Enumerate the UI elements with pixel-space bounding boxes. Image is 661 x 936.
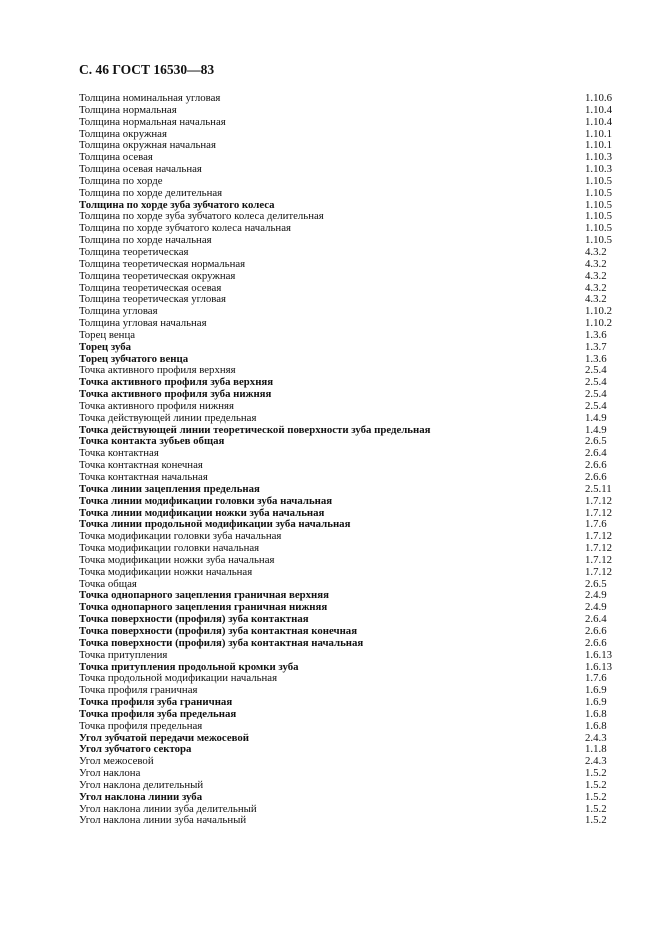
page-header: С. 46 ГОСТ 16530—83 <box>79 62 215 77</box>
entry-term: Толщина теоретическая <box>79 245 189 258</box>
entry-reference: 2.6.5 <box>585 577 607 590</box>
entry-term: Толщина номинальная угловая <box>79 92 221 104</box>
entry-reference: 1.6.13 <box>585 648 612 661</box>
entry-reference: 4.3.2 <box>585 245 607 258</box>
entry-reference: 2.6.6 <box>585 471 607 483</box>
entry-term: Точка профиля предельная <box>79 719 203 732</box>
entry-term: Точка контактная начальная <box>79 471 208 483</box>
entry-reference: 1.10.1 <box>585 127 612 140</box>
entry-term: Точка однопарного зацепления граничная нижняя <box>79 601 328 614</box>
index-entry <box>79 721 619 733</box>
index-entry <box>79 436 619 448</box>
entry-term: Толщина окружная начальная <box>79 139 216 152</box>
entry-reference: 2.5.4 <box>585 399 607 412</box>
index-entry <box>79 744 619 756</box>
entry-reference: 1.3.7 <box>585 340 607 353</box>
index-entry <box>79 650 619 662</box>
entry-reference: 1.7.12 <box>585 542 612 555</box>
entry-term: Толщина по хорде <box>79 174 163 187</box>
entry-reference: 2.5.4 <box>585 376 607 389</box>
entry-reference: 1.6.9 <box>585 696 607 709</box>
index-entry <box>79 188 619 200</box>
index-entry <box>79 105 619 117</box>
entry-term: Угол межосевой <box>79 755 154 768</box>
entry-term: Толщина угловая <box>79 305 158 318</box>
entry-term: Точка профиля граничная <box>79 684 198 697</box>
entry-term: Толщина по хорде зубчатого колеса начальная <box>79 222 291 235</box>
entry-term: Угол зубчатого сектора <box>79 743 192 756</box>
entry-reference: 2.4.3 <box>585 755 607 768</box>
entry-reference: 2.5.4 <box>585 364 607 377</box>
entry-reference: 1.1.8 <box>585 743 607 756</box>
index-entry <box>79 709 619 721</box>
entry-reference: 1.10.5 <box>585 174 612 187</box>
entry-term: Толщина теоретическая окружная <box>79 269 236 282</box>
entry-reference: 1.10.4 <box>585 103 612 116</box>
entry-reference: 1.5.2 <box>585 767 607 780</box>
entry-term: Точка контактная конечная <box>79 459 203 472</box>
entry-reference: 1.6.8 <box>585 719 607 732</box>
entry-term: Угол наклона линии зуба <box>79 790 203 803</box>
index-entry <box>79 330 619 342</box>
index-entry <box>79 792 619 804</box>
entry-reference: 2.6.6 <box>585 636 607 649</box>
entry-term: Точка поверхности (профиля) зуба контактная конечная <box>79 624 358 637</box>
entry-term: Толщина осевая начальная <box>79 163 202 176</box>
entry-reference: 2.4.3 <box>585 731 607 744</box>
entry-reference: 1.7.12 <box>585 506 612 519</box>
entry-reference: 2.6.6 <box>585 459 607 472</box>
index-entry <box>79 294 619 306</box>
entry-term: Точка линии продольной модификации зуба начальная <box>79 518 351 531</box>
entry-term: Толщина осевая <box>79 151 153 164</box>
index-entry <box>79 484 619 496</box>
entry-reference: 2.6.5 <box>585 435 607 448</box>
entry-reference: 1.7.12 <box>585 553 612 566</box>
entry-reference: 1.6.13 <box>585 660 612 673</box>
entry-term: Точка линии модификации головки зуба начальная <box>79 494 333 507</box>
entry-reference: 2.6.4 <box>585 613 607 626</box>
entry-reference: 2.5.4 <box>585 388 607 401</box>
entry-reference: 1.10.3 <box>585 151 612 164</box>
entry-term: Точка активного профиля зуба верхняя <box>79 376 274 389</box>
entry-term: Точка поверхности (профиля) зуба контактная начальная <box>79 636 364 649</box>
index-entry <box>79 117 619 129</box>
entry-term: Угол наклона делительный <box>79 778 204 791</box>
entry-term: Точка общая <box>79 577 137 590</box>
entry-term: Точка активного профиля нижняя <box>79 399 234 412</box>
index-entry <box>79 413 619 425</box>
entry-reference: 1.4.9 <box>585 423 607 436</box>
index-entry <box>79 756 619 768</box>
entry-term: Точка притупления продольной кромки зуба <box>79 660 299 673</box>
entry-reference: 2.4.9 <box>585 589 607 602</box>
entry-term: Точка поверхности (профиля) зуба контактная <box>79 613 309 626</box>
index-entry <box>79 271 619 283</box>
entry-term: Точка действующей линии предельная <box>79 411 257 424</box>
entry-reference: 1.10.6 <box>585 92 612 104</box>
entry-reference: 1.3.6 <box>585 352 607 365</box>
entry-reference: 1.7.6 <box>585 672 607 685</box>
entry-reference: 2.4.9 <box>585 601 607 614</box>
entry-term: Точка профиля зуба предельная <box>79 707 237 720</box>
entry-term: Толщина по хорде делительная <box>79 186 223 199</box>
entry-reference: 1.10.2 <box>585 305 612 318</box>
entry-reference: 1.7.12 <box>585 530 612 543</box>
entry-term: Толщина по хорде начальная <box>79 234 212 247</box>
entry-reference: 1.10.2 <box>585 317 612 330</box>
entry-reference: 1.7.12 <box>585 494 612 507</box>
entry-term: Толщина окружная <box>79 127 167 140</box>
entry-term: Толщина теоретическая угловая <box>79 293 226 306</box>
entry-reference: 1.10.5 <box>585 222 612 235</box>
entry-reference: 1.6.8 <box>585 707 607 720</box>
entry-reference: 1.7.6 <box>585 518 607 531</box>
index-entry <box>79 638 619 650</box>
entry-reference: 2.5.11 <box>585 482 612 495</box>
entry-term: Точка действующей линии теоретической поверхности зуба предельная <box>79 423 431 436</box>
entry-reference: 1.5.2 <box>585 778 607 791</box>
entry-reference: 1.10.4 <box>585 115 612 128</box>
index-entry <box>79 401 619 413</box>
index-entry <box>79 815 619 827</box>
entry-reference: 4.3.2 <box>585 269 607 282</box>
entry-reference: 1.10.5 <box>585 186 612 199</box>
entry-reference: 1.10.5 <box>585 234 612 247</box>
entry-term: Толщина нормальная начальная <box>79 115 226 128</box>
entry-term: Толщина по хорде зуба зубчатого колеса делительная <box>79 210 324 223</box>
entry-reference: 1.3.6 <box>585 328 607 341</box>
entry-term: Точка контакта зубьев общая <box>79 435 225 448</box>
entry-reference: 1.10.5 <box>585 210 612 223</box>
index-entry <box>79 567 619 579</box>
entry-term: Угол зубчатой передачи межосевой <box>79 731 250 744</box>
entry-term: Точка притупления <box>79 648 168 661</box>
entry-term: Угол наклона <box>79 767 141 780</box>
entry-reference: 2.6.4 <box>585 447 607 460</box>
entry-term: Торец зуба <box>79 340 131 353</box>
entry-term: Точка активного профиля зуба нижняя <box>79 388 272 401</box>
entry-term: Толщина теоретическая осевая <box>79 281 222 294</box>
index-entry <box>79 780 619 792</box>
index-entry <box>79 259 619 271</box>
index-entry <box>79 176 619 188</box>
entry-term: Точка модификации головки начальная <box>79 542 260 555</box>
term-index <box>79 93 619 827</box>
index-entry <box>79 342 619 354</box>
entry-reference: 1.6.9 <box>585 684 607 697</box>
entry-term: Торец зубчатого венца <box>79 352 189 365</box>
index-entry <box>79 318 619 330</box>
entry-term: Точка однопарного зацепления граничная верхняя <box>79 589 329 602</box>
entry-term: Точка контактная <box>79 447 159 460</box>
entry-term: Толщина по хорде зуба зубчатого колеса <box>79 198 275 211</box>
index-entry <box>79 555 619 567</box>
entry-reference: 1.10.5 <box>585 198 612 211</box>
entry-reference: 2.6.6 <box>585 624 607 637</box>
entry-term: Точка модификации ножки зуба начальная <box>79 553 275 566</box>
entry-term: Точка линии зацепления предельная <box>79 482 260 495</box>
entry-term: Торец венца <box>79 328 136 341</box>
entry-term: Точка линии модификации ножки зуба начальная <box>79 506 325 519</box>
entry-reference: 4.3.2 <box>585 257 607 270</box>
entry-reference: 4.3.2 <box>585 281 607 294</box>
entry-term: Точка профиля зуба граничная <box>79 696 233 709</box>
entry-term: Толщина теоретическая нормальная <box>79 257 246 270</box>
entry-term: Толщина нормальная <box>79 103 177 116</box>
entry-reference: 1.5.2 <box>585 790 607 803</box>
entry-reference: 1.10.1 <box>585 139 612 152</box>
entry-reference: 4.3.2 <box>585 293 607 306</box>
entry-term: Точка модификации головки зуба начальная <box>79 530 282 543</box>
entry-term: Точка активного профиля верхняя <box>79 364 236 377</box>
entry-reference: 1.7.12 <box>585 565 612 578</box>
entry-reference: 1.10.3 <box>585 163 612 176</box>
entry-term: Угол наклона линии зуба начальный <box>79 814 247 827</box>
entry-reference: 1.5.2 <box>585 802 607 815</box>
index-entry <box>79 140 619 152</box>
entry-reference: 1.5.2 <box>585 814 607 827</box>
entry-term: Точка продольной модификации начальная <box>79 672 278 685</box>
entry-term: Точка модификации ножки начальная <box>79 565 253 578</box>
entry-term: Толщина угловая начальная <box>79 317 207 330</box>
entry-reference: 1.4.9 <box>585 411 607 424</box>
index-entry <box>79 496 619 508</box>
entry-term: Угол наклона линии зуба делительный <box>79 802 257 815</box>
